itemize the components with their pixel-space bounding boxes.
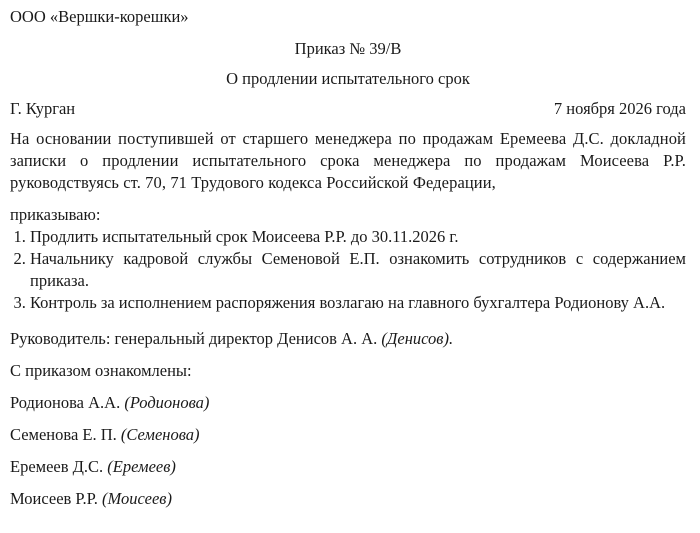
acknowledged-row: [10, 488, 686, 510]
acknowledged-name: Еремеев Д.С.: [10, 457, 104, 476]
acknowledged-row: [10, 424, 686, 446]
order-item: 3. Контроль за исполнением распоряжения возлагаю на главного бухгалтера Родионову А.А.: [30, 292, 686, 314]
basis-paragraph: На основании поступившей от старшего менеджера по продажам Еремеева Д.С. докладной записки о продлении испытательного срока менеджера по продажам Моисеева Р.Р. руководствуясь ст. 70, 71 Трудового кодекса Российской Федерации,: [10, 129, 686, 192]
acknowledged-row: [10, 392, 686, 414]
order-number: Приказ № 39/В: [294, 39, 402, 58]
order-item: 2. Начальнику кадровой службы Семеновой Е.П. ознакомить сотрудников с содержанием приказа.: [30, 248, 686, 292]
order-item: 1. Продлить испытательный срок Моисеева Р.Р. до 30.11.2026 г.: [30, 226, 686, 248]
acknowledged-signature: (Семенова): [120, 425, 200, 444]
acknowledged-name: Родионова А.А.: [10, 393, 121, 412]
order-place: Г. Курган: [10, 99, 76, 118]
acknowledged-signature: (Моисеев): [102, 489, 172, 508]
acknowledged-signature: (Еремеев): [107, 457, 176, 476]
order-word: приказываю:: [10, 205, 101, 224]
acknowledged-name: Семенова Е. П.: [10, 425, 117, 444]
director-signature: (Денисов).: [381, 329, 454, 348]
acknowledged-title: С приказом ознакомлены:: [10, 361, 192, 380]
order-subject: О продлении испытательного срок: [226, 69, 470, 88]
acknowledged-signature: (Родионова): [124, 393, 210, 412]
order-document: [10, 6, 686, 510]
director-line: [10, 328, 686, 350]
order-date: 7 ноября 2026 года: [553, 99, 686, 118]
order-items-list: [10, 226, 686, 314]
place-date-row: [10, 98, 686, 120]
acknowledged-row: [10, 456, 686, 478]
director-text: Руководитель: генеральный директор Денисов А. А.: [10, 329, 378, 348]
organization-name: ООО «Вершки-корешки»: [10, 7, 189, 26]
acknowledged-name: Моисеев Р.Р.: [10, 489, 98, 508]
